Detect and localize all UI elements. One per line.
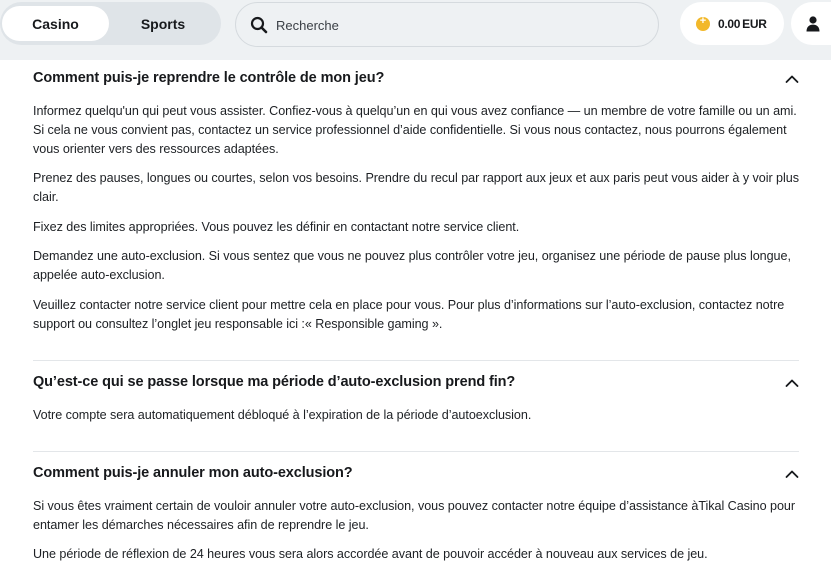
faq-answer-paragraph: Informez quelqu'un qui peut vous assister. Confiez-vous à quelqu’un en qui vous avez confiance — un membre de votre famille ou un ami. Si cela ne vous convient pas, contactez un service professionnel d’aide confidentielle. Si vous nous contactez, nous pourrons également vous orienter vers des ressources adaptées. xyxy=(33,104,797,156)
faq-answer-paragraph: Votre compte sera automatiquement débloqué à l’expiration de la période d’autoexclusion. xyxy=(33,408,532,422)
search-bar[interactable] xyxy=(235,2,659,47)
balance-button[interactable] xyxy=(680,2,784,45)
search-input[interactable] xyxy=(276,11,636,39)
coin-icon xyxy=(696,17,710,31)
chevron-up-icon[interactable] xyxy=(785,466,799,476)
faq-item xyxy=(33,465,799,561)
balance-currency: EUR xyxy=(742,16,767,31)
faq-item xyxy=(33,70,799,331)
chevron-up-icon[interactable] xyxy=(785,375,799,385)
search-icon xyxy=(250,16,268,34)
divider xyxy=(33,360,799,361)
balance-amount: 0.00 xyxy=(718,16,741,31)
divider xyxy=(33,451,799,452)
faq-answer-paragraph: Fixez des limites appropriées. Vous pouvez les définir en contactant notre service client. xyxy=(33,220,520,234)
faq-answer-paragraph: Une période de réflexion de 24 heures vous sera alors accordée avant de pouvoir accéder à nouveau aux services de jeu. xyxy=(33,547,708,561)
tab-sports[interactable]: Sports xyxy=(140,15,186,32)
faq-answer-paragraph: Prenez des pauses, longues ou courtes, selon vos besoins. Prendre du recul par rapport aux jeux et aux paris peut vous aider à y voir plus clair. xyxy=(33,171,799,204)
tab-casino[interactable]: Casino xyxy=(2,6,109,41)
faq-answer-paragraph: Veuillez contacter notre service client pour mettre cela en place pour vous. Pour plus d’informations sur l’auto-exclusion, contactez notre support ou consultez l’onglet jeu responsable ici :« Responsible gaming ». xyxy=(33,298,785,331)
faq-question[interactable]: Comment puis-je annuler mon auto-exclusion? xyxy=(33,465,353,481)
faq-answer-paragraph: Demandez une auto-exclusion. Si vous sentez que vous ne pouvez plus contrôler votre jeu, organisez une période de pause plus longue, appelée auto-exclusion. xyxy=(33,249,791,282)
user-account-button[interactable] xyxy=(791,2,831,45)
top-bar xyxy=(0,0,831,60)
faq-question[interactable]: Comment puis-je reprendre le contrôle de mon jeu? xyxy=(33,70,385,86)
faq-answer-paragraph: Si vous êtes vraiment certain de vouloir annuler votre auto-exclusion, vous pouvez contacter notre équipe d’assistance àTikal Casino pour entamer les démarches nécessaires afin de reprendre le jeu. xyxy=(33,499,796,532)
faq-question[interactable]: Qu’est-ce qui se passe lorsque ma période d’auto-exclusion prend fin? xyxy=(33,374,516,390)
product-switcher xyxy=(0,2,221,45)
faq-item xyxy=(33,374,799,422)
chevron-up-icon[interactable] xyxy=(785,71,799,81)
